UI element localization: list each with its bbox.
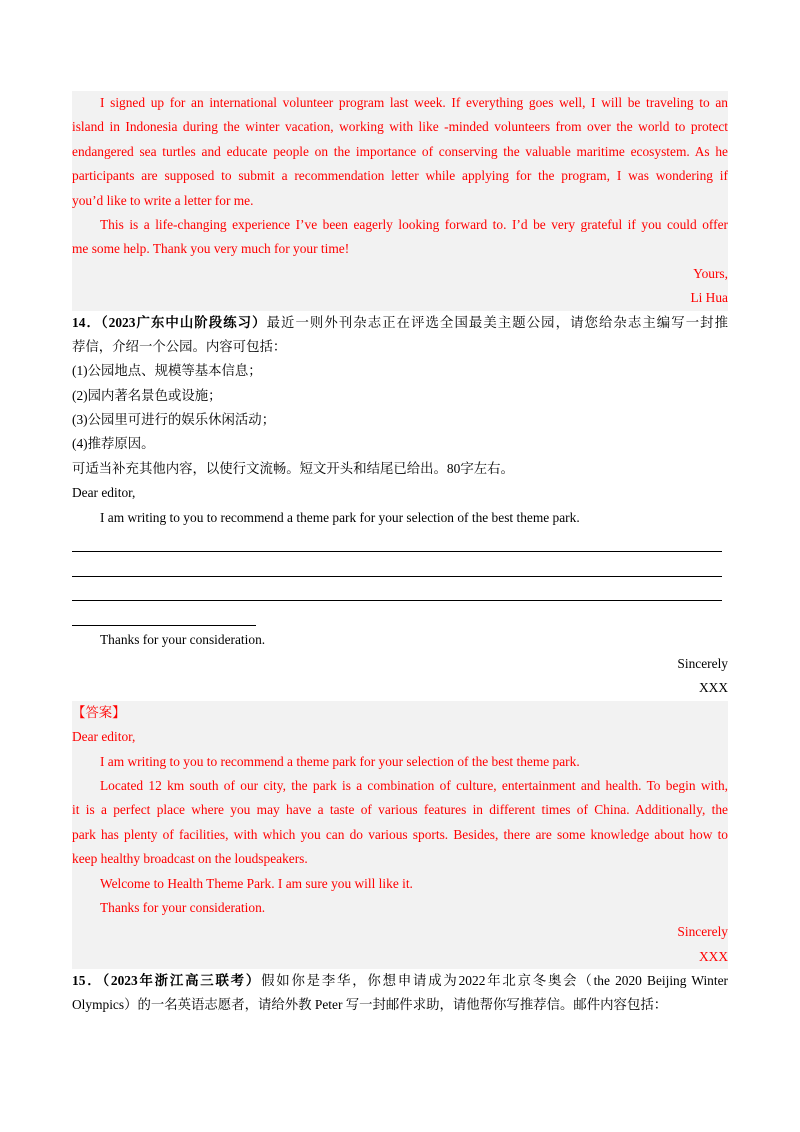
- answer-writing-line[interactable]: [72, 530, 728, 554]
- question-item: (4)推荐原因。: [72, 436, 155, 452]
- letter-paragraph-line: island in Indonesia during the winter vacation, working with like -minded volunteers from over the world to protect: [72, 119, 728, 135]
- answer-body-line: park has plenty of facilities, with which you can do various sports. Besides, there are some knowledge about how to: [72, 826, 728, 842]
- answer-writing-line[interactable]: [72, 603, 728, 627]
- letter-salutation: Dear editor,: [72, 729, 136, 745]
- answer-body-line: keep healthy broadcast on the loudspeakers.: [72, 851, 308, 867]
- question-item: (2)园内著名景色或设施；: [72, 387, 222, 403]
- letter-paragraph-line: participants are supposed to submit a recommendation letter while applying for the program, I was wondering if: [72, 168, 728, 184]
- letter-signature: XXX: [698, 680, 728, 696]
- letter-paragraph-line: I signed up for an international volunteer program last week. If everything goes well, I will be traveling to an: [100, 95, 728, 110]
- question-prompt-line: 荐信，介绍一个公园。内容可包括：: [72, 338, 287, 354]
- question-prompt-line: Olympics）的一名英语志愿者，请给外教 Peter 写一封邮件求助，请他帮你写推荐信。邮件内容包括：: [72, 997, 668, 1013]
- page: [72, 0, 728, 1018]
- answer-welcome: Welcome to Health Theme Park. I am sure you will like it.: [100, 875, 413, 891]
- letter-salutation: Dear editor,: [72, 485, 136, 501]
- question-prompt: 假如你是李华，你想申请成为2022年北京冬奥会（the 2020 Beijing Winter: [261, 973, 728, 989]
- answer-body-line: it is a perfect place where you may have a taste of various features in different times of China. Additionally, the: [72, 802, 728, 818]
- letter-closing: Sincerely: [677, 924, 728, 940]
- question-number: 14．: [72, 314, 101, 330]
- letter-paragraph-line: This is a life-changing experience I’ve been eagerly looking forward to. I’d be very grateful if you could offer: [100, 216, 728, 232]
- letter-paragraph-line: you’d like to write a letter for me.: [72, 192, 254, 208]
- answer-tag: 【答案】: [72, 704, 126, 720]
- letter-paragraph-line: endangered sea turtles and educate people on the importance of conserving the valuable maritime ecosystem. As he: [72, 143, 728, 159]
- question-item: (3)公园里可进行的娱乐休闲活动；: [72, 412, 276, 428]
- answer-writing-line[interactable]: [72, 579, 728, 603]
- question-source: （2023广东中山阶段练习）: [100, 314, 267, 330]
- question-14-heading: [72, 311, 728, 335]
- question-15: [72, 969, 728, 1018]
- question-15-heading: [72, 969, 728, 993]
- letter-signature: Li Hua: [690, 290, 728, 306]
- answer-writing-line[interactable]: [72, 554, 728, 578]
- question-source: （2023年浙江高三联考）: [102, 973, 262, 989]
- question-item: (1)公园地点、规模等基本信息；: [72, 363, 262, 379]
- letter-opening: I am writing to you to recommend a theme park for your selection of the best theme park.: [100, 753, 580, 769]
- question-14: [72, 311, 728, 701]
- letter-opening: I am writing to you to recommend a theme park for your selection of the best theme park.: [100, 509, 580, 525]
- letter-closing: Sincerely: [677, 655, 728, 671]
- letter-thanks: Thanks for your consideration.: [100, 899, 266, 915]
- question-note: 可适当补充其他内容，以使行文流畅。短文开头和结尾已给出。80字左右。: [72, 460, 514, 476]
- question-prompt: 最近一则外刊杂志正在评选全国最美主题公园，请您给杂志主编写一封推: [266, 314, 728, 330]
- letter-signature: XXX: [698, 948, 728, 964]
- letter-thanks: Thanks for your consideration.: [100, 631, 266, 647]
- letter-paragraph-line: me some help. Thank you very much for your time!: [72, 241, 350, 257]
- answer-body-line: Located 12 km south of our city, the park is a combination of culture, entertainment and health. To begin with,: [100, 777, 728, 793]
- answer-14-block: [72, 701, 728, 969]
- question-number: 15．: [72, 973, 103, 989]
- answer-letter-block: [72, 91, 728, 311]
- letter-closing: Yours,: [693, 265, 728, 281]
